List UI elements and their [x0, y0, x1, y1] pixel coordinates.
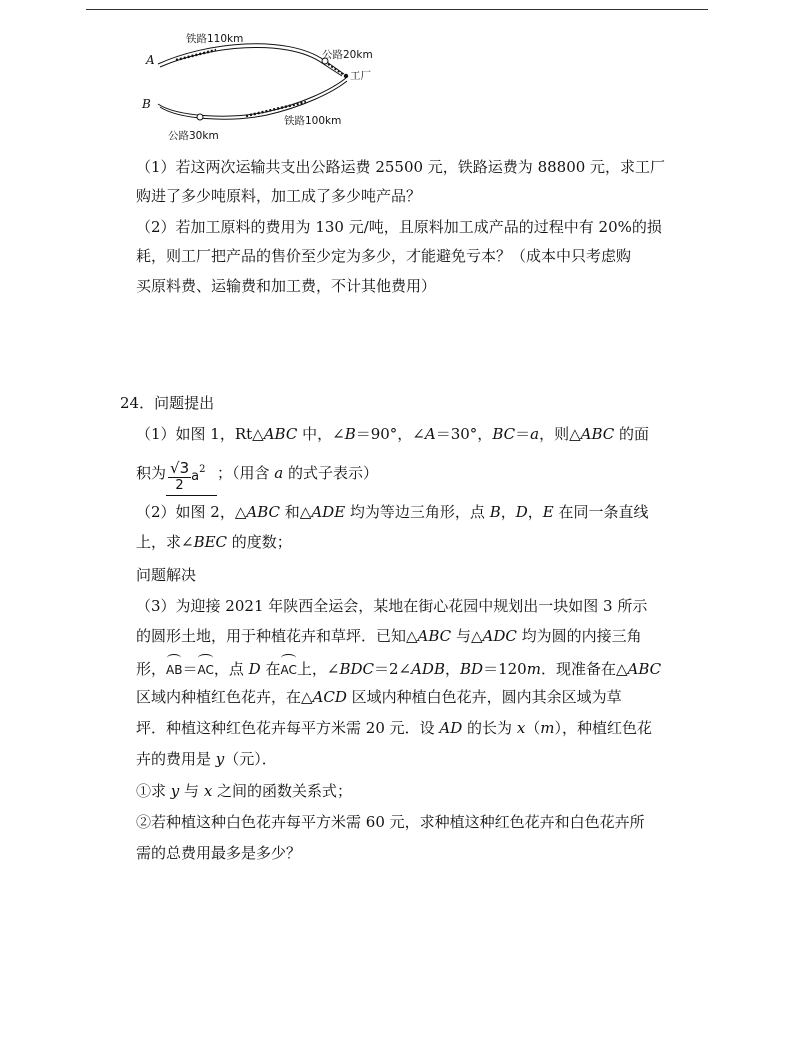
answer-variable: a — [191, 469, 200, 484]
fraction-numerator: √3 — [170, 458, 190, 477]
text: 区域内种植红色花卉，在△ — [136, 688, 313, 706]
top-route-curve-inner — [160, 47, 342, 76]
rail-top-label: 铁路110km — [186, 33, 244, 45]
var: B — [489, 503, 501, 521]
var: ADB — [411, 660, 445, 678]
var: D — [248, 660, 261, 678]
q23-part2-line3: 买原料费、运输费和加工费，不计其他费用） — [136, 277, 437, 295]
var: ABC — [263, 425, 298, 443]
text: 上，求∠ — [136, 533, 194, 551]
text: ＝90°，∠ — [355, 425, 425, 443]
arc-ab — [166, 657, 182, 680]
text: 形， — [136, 660, 167, 678]
var: y — [170, 782, 180, 800]
text: 均为等边三角形，点 — [345, 503, 490, 521]
q24-part3-line4 — [136, 687, 622, 707]
text: （ — [525, 719, 541, 737]
text: 的面 — [614, 425, 650, 443]
q24-part1-line1 — [136, 424, 649, 444]
text: （2）如图 2，△ — [136, 503, 247, 521]
text: 的长为 — [462, 719, 517, 737]
var: D — [515, 503, 528, 521]
bottom-route-curve — [158, 78, 346, 116]
arc-label: AC — [280, 663, 297, 677]
var: BD — [460, 660, 484, 678]
text: 均为圆的内接三角 — [516, 627, 642, 645]
rail-ticks-bottom — [246, 102, 306, 116]
text: ，点 — [213, 660, 249, 678]
var: x — [516, 719, 526, 737]
var: x — [203, 782, 213, 800]
answer-blank — [166, 452, 217, 496]
road-top-label: 公路20km — [322, 49, 373, 61]
text: 的度数； — [227, 533, 292, 551]
rail-bottom-label: 铁路100km — [284, 115, 342, 127]
point-a-label: A — [146, 53, 155, 67]
var: A — [424, 425, 436, 443]
text: 积为 — [136, 464, 167, 482]
text: 在 — [260, 660, 281, 678]
text: ＝120 — [483, 660, 527, 678]
text: ；（用含 — [217, 464, 275, 482]
q24-heading-2: 问题解决 — [136, 566, 197, 584]
road-top-segment — [328, 64, 344, 75]
text: ＝ — [515, 425, 531, 443]
answer-exponent: 2 — [199, 464, 206, 475]
q24-heading: 24．问题提出 — [120, 394, 215, 412]
q23-part1-line1: （1）若这两次运输共支出公路运费 25500 元，铁路运费为 88800 元，求工厂 — [136, 158, 666, 176]
var: a — [274, 464, 284, 482]
q24-subquestion-2-line1: ②若种植这种白色花卉每平方米需 60 元，求种植这种红色花卉和白色花卉所 — [136, 813, 645, 831]
var: B — [344, 425, 356, 443]
text: ＝ — [182, 660, 198, 678]
header-rule — [86, 9, 708, 10]
text: ＝30°， — [435, 425, 493, 443]
text: 之间的函数关系式； — [212, 782, 353, 800]
text: （1）如图 1，Rt△ — [136, 425, 264, 443]
q24-part3-line6 — [136, 749, 277, 769]
text: ， — [500, 503, 516, 521]
var: ABC — [627, 660, 662, 678]
q23-part2-line1: （2）若加工原料的费用为 130 元/吨，且原料加工成产品的过程中有 20%的损 — [136, 218, 662, 236]
q24-subquestion-2-line2: 需的总费用最多是多少？ — [136, 844, 302, 862]
road-bottom-label: 公路30km — [168, 130, 219, 142]
var: BC — [492, 425, 516, 443]
arc-label: AB — [166, 663, 183, 677]
text: ， — [444, 660, 460, 678]
arc-ac — [197, 657, 213, 680]
q24-part3-line3 — [136, 657, 661, 680]
var: ADE — [311, 503, 346, 521]
text: 上，∠ — [296, 660, 340, 678]
var: m — [540, 719, 555, 737]
point-b-label: B — [142, 97, 151, 111]
fraction-denominator: 2 — [175, 477, 184, 493]
text: ．现准备在△ — [540, 660, 628, 678]
var: y — [215, 750, 225, 768]
q24-part3-line1: （3）为迎接 2021 年陕西全运会，某地在街心花园中规划出一块如图 3 所示 — [136, 597, 648, 615]
factory-point — [344, 74, 348, 78]
q24-part2-line1 — [136, 502, 649, 522]
var: m — [526, 660, 541, 678]
factory-label: 工厂 — [350, 70, 371, 82]
q23-part2-line2: 耗，则工厂把产品的售价至少定为多少，才能避免亏本？（成本中只考虑购 — [136, 247, 632, 265]
var: ABC — [246, 503, 281, 521]
var: a — [530, 425, 540, 443]
text: （元）． — [224, 750, 277, 768]
transport-route-diagram — [136, 24, 376, 142]
text: ①求 — [136, 782, 171, 800]
text: 和△ — [280, 503, 312, 521]
text: ， — [527, 503, 543, 521]
text: 的式子表示） — [283, 464, 379, 482]
text: 与△ — [451, 627, 483, 645]
text: 与 — [179, 782, 204, 800]
text: ），种植红色花 — [554, 719, 653, 737]
arc-label: AC — [197, 663, 214, 677]
text: 的圆形土地，用于种植花卉和草坪．已知△ — [136, 627, 418, 645]
q24-subquestion-1 — [136, 781, 352, 801]
q24-part3-line5 — [136, 718, 652, 738]
var: ADC — [482, 627, 517, 645]
text: 中，∠ — [297, 425, 345, 443]
q24-part2-line2 — [136, 532, 292, 552]
var: ABC — [417, 627, 452, 645]
q24-part3-line2 — [136, 626, 642, 646]
q24-part1-line2 — [136, 452, 378, 496]
text: 在同一条直线 — [553, 503, 649, 521]
q23-part1-line2: 购进了多少吨原料，加工成了多少吨产品？ — [136, 187, 422, 205]
text: 区域内种植白色花卉，圆内其余区域为草 — [346, 688, 622, 706]
var: BEC — [193, 533, 228, 551]
var: E — [542, 503, 554, 521]
text: ＝2∠ — [373, 660, 412, 678]
text: 坪．种植这种红色花卉每平方米需 20 元．设 — [136, 719, 440, 737]
text: 卉的费用是 — [136, 750, 216, 768]
var: ACD — [312, 688, 347, 706]
arc-ac — [280, 657, 296, 680]
junction-bottom — [197, 114, 203, 120]
sqrt3-over-2-fraction — [168, 460, 191, 493]
text: ，则△ — [539, 425, 581, 443]
var: BDC — [339, 660, 374, 678]
var: AD — [439, 719, 463, 737]
var: ABC — [580, 425, 615, 443]
